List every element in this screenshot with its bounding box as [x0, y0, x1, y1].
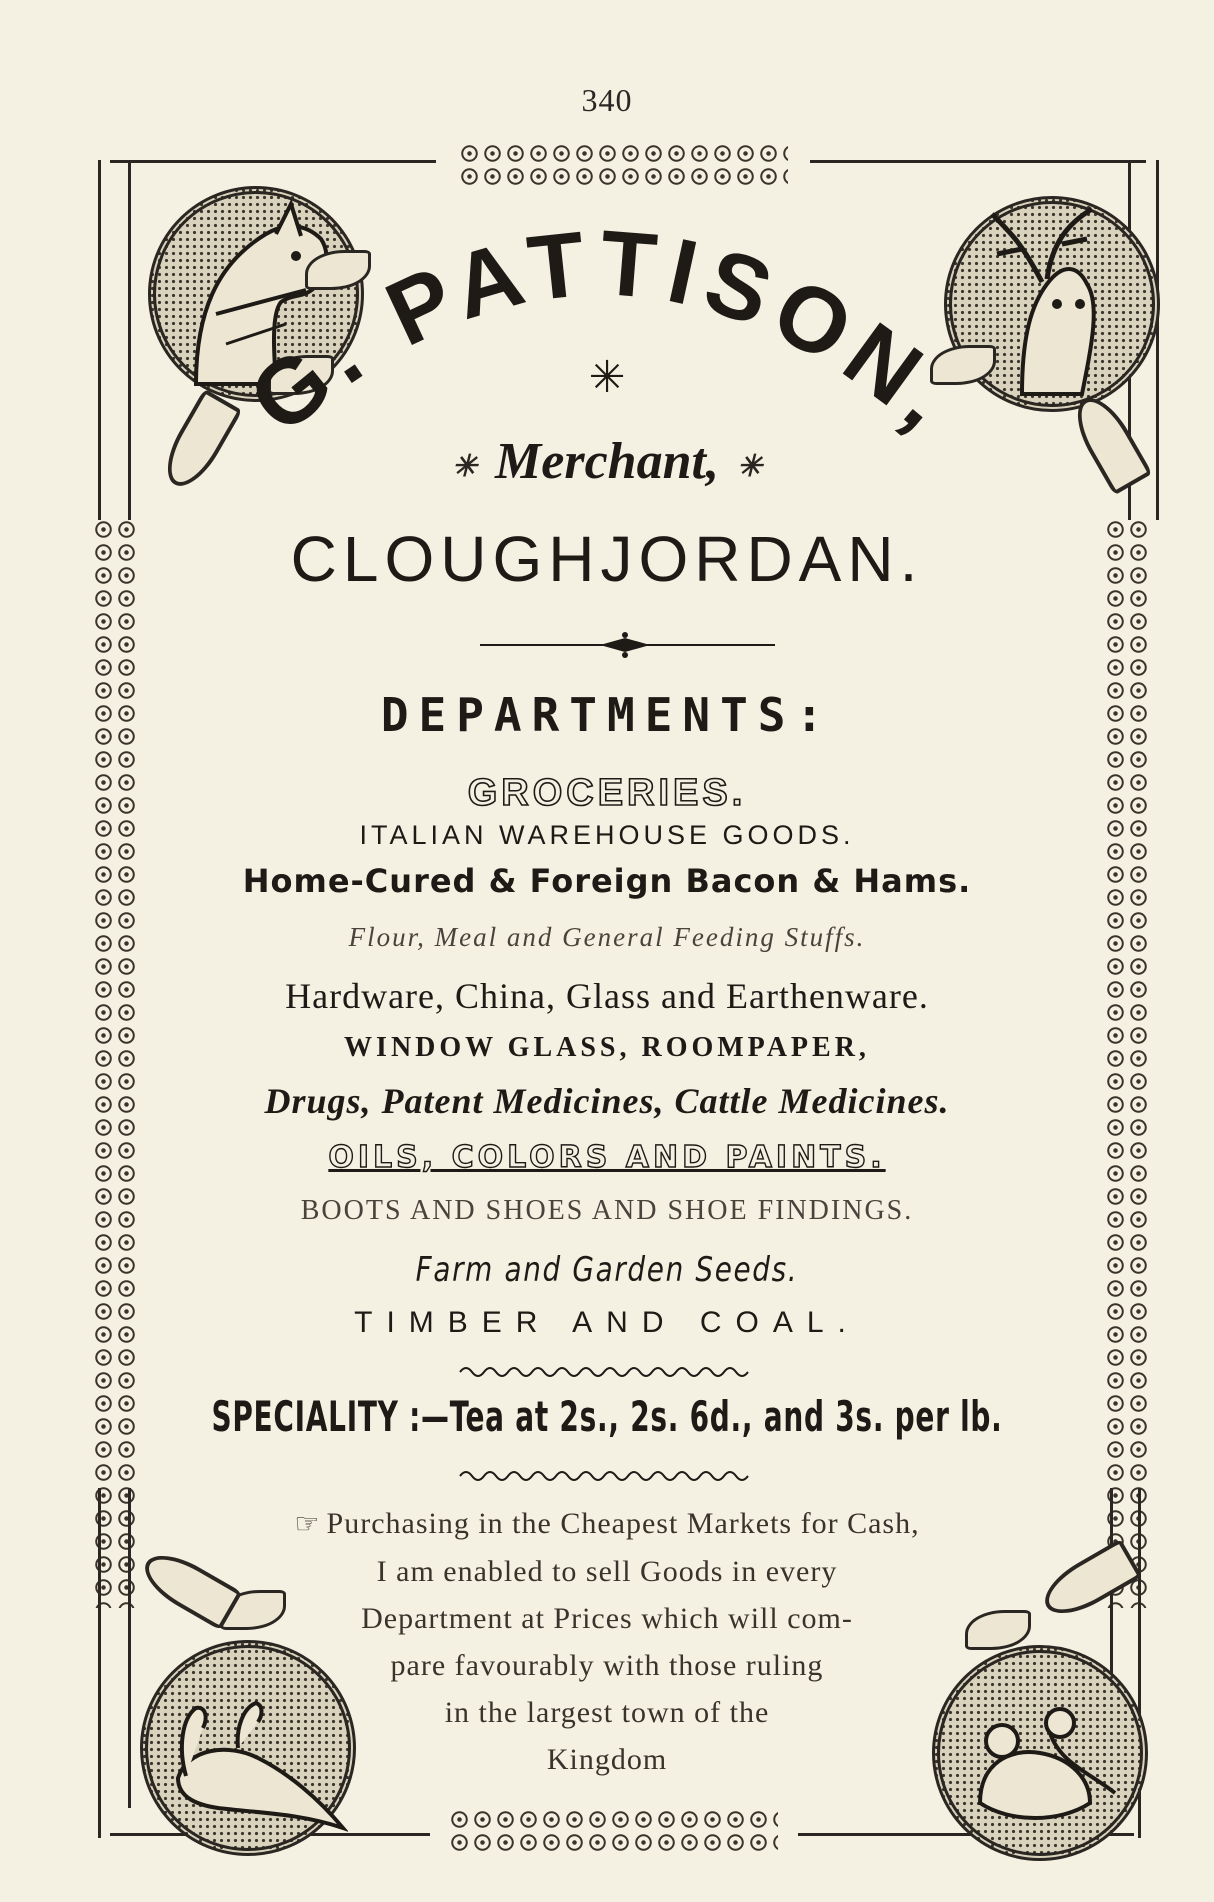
pointing-hand-icon: ☞: [294, 1509, 321, 1540]
speciality-line: SPECIALITY :—Tea at 2s., 2s. 6d., and 3s. per lb.: [211, 1392, 1003, 1441]
dept-italian-warehouse: ITALIAN WAREHOUSE GOODS.: [359, 820, 855, 850]
dept-groceries: GROCERIES.: [467, 772, 747, 814]
dept-seeds: Farm and Garden Seeds.: [415, 1250, 799, 1290]
notice-line: Kingdom: [546, 1743, 668, 1776]
dept-boots-shoes: BOOTS AND SHOES AND SHOE FINDINGS.: [300, 1195, 914, 1226]
notice-paragraph: [0, 1500, 1214, 1783]
trade: Merchant,: [495, 433, 719, 490]
notice-line: pare favourably with those ruling: [390, 1649, 824, 1682]
town-name: CLOUGHJORDAN.: [290, 523, 924, 595]
dept-bacon-hams: Home-Cured & Foreign Bacon & Hams.: [242, 862, 972, 900]
bottom-lace-border: [448, 1808, 778, 1854]
page-number: 340: [581, 82, 633, 118]
notice-line: Department at Prices which will com-: [361, 1602, 853, 1635]
sparkle-icon: ✳: [736, 449, 763, 483]
notice-line: in the largest town of the: [444, 1696, 770, 1729]
wavy-divider: [0, 1466, 1214, 1486]
dept-oils-paints: OILS, COLORS AND PAINTS.: [328, 1140, 886, 1175]
ornamental-rule: [0, 630, 1214, 660]
dept-drugs: Drugs, Patent Medicines, Cattle Medicines.: [264, 1081, 950, 1121]
surname: PATTISON,: [371, 211, 980, 454]
trade-line: [0, 432, 1214, 491]
dept-feeding-stuffs: Flour, Meal and General Feeding Stuffs.: [348, 922, 866, 952]
wavy-divider: [0, 1362, 1214, 1382]
dept-window-glass: WINDOW GLASS, ROOMPAPER,: [344, 1032, 870, 1063]
departments-title: DEPARTMENTS:: [380, 688, 834, 742]
notice-line: I am enabled to sell Goods in every: [376, 1555, 838, 1588]
sparkle-icon: ✳: [588, 352, 626, 403]
initial: G.: [231, 298, 388, 453]
notice-line: ☞ Purchasing in the Cheapest Markets for Cash,: [294, 1507, 920, 1540]
dept-timber-coal: TIMBER AND COAL.: [354, 1306, 860, 1339]
sparkle-icon: ✳: [451, 449, 478, 483]
dept-hardware: Hardware, China, Glass and Earthenware.: [285, 976, 929, 1016]
svg-text:G. PATTISON,: [231, 212, 979, 454]
